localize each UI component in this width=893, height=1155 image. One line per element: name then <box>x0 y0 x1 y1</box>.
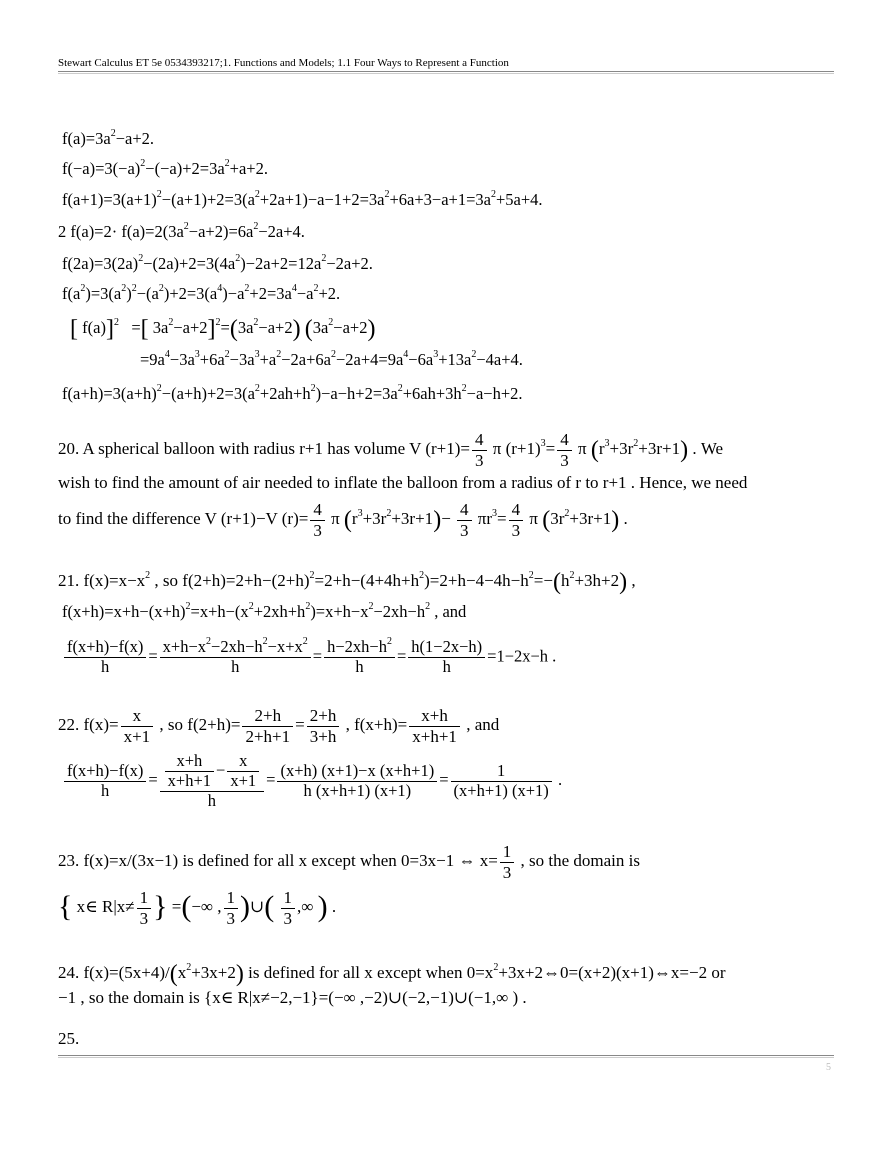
p19-line-4: 2 $f(a)=2\cdot f(a)=2(3a^2-a+2)=6a^2-2a+4$. <box>58 221 305 241</box>
p20-line-1: 20. A spherical balloon with radius r+1 has volume V (r+1)= $\frac{4}{3}$ π $(r+1)^3=$ $\frac{4}{3}$ π $(r^3+3r^2+3r+1)$ . We <box>58 430 724 470</box>
p19-line-5: $f(2a)=3(2a)^2-(2a)+2=3(4a^2)-2a+2=12a^2-2a+2$. <box>62 253 373 273</box>
p20-line-3: to find the difference V (r+1)−V (r)= $\frac{4}{3}$ π $(r^3+3r^2+3r+1)-$ $\frac{4}{3}$ $\pi r^3=$ $\frac{4}{3}$ π $(3r^2+3r+1)$ . <box>58 500 628 540</box>
p24-line-2: −1 , so the domain is {x∈ R|x≠−2,−1}=(−∞ ,−2)∪(−2,−1)∪(−1,∞ ) . <box>58 988 527 1007</box>
p21-line-2: $f(x+h)=x+h-(x+h)^2=x+h-(x^2+2xh+h^2)=x+h-x^2-2xh-h^2$ , and <box>62 601 467 621</box>
footer-rule <box>58 1055 834 1058</box>
p22-line-1: 22. f(x)= $\frac{x}{x+1}$ , so f(2+h)= $\frac{2+h}{2+h+1}$ = $\frac{2+h}{3+h}$ , f(x+h)= $\frac{x+h}{x+h+1}$ , and <box>58 706 500 746</box>
p25-label: 25. <box>58 1029 80 1048</box>
page-number: 5 <box>826 1062 831 1073</box>
p19-line-7: [ f(a)]$^2$ =[ $3a^2-a+2]^2=(3a^2-a+2)$ $(3a^2-a+2)$ <box>70 316 376 342</box>
p19-line-1: $f(a)=3a^2-a+2$. <box>62 128 154 148</box>
p24-line-1: 24. $f(x)=(5x+4)/(x^2+3x+2)$ is defined for all x except when $0=x^2+3x+2\Leftrightarrow 0=(x+2)(x+1)\Leftrightarrow x=-2$ or <box>58 961 726 987</box>
p19-line-2: $f(-a)=3(-a)^2-(-a)+2=3a^2+a+2$. <box>62 158 268 178</box>
p19-line-8: $=9a^4-3a^3+6a^2-3a^3+a^2-2a+6a^2-2a+4=9a^4-6a^3+13a^2-4a+4$. <box>140 349 523 369</box>
p19-line-3: $f(a+1)=3(a+1)^2-(a+1)+2=3(a^2+2a+1)-a-1+2=3a^2+6a+3-a+1=3a^2+5a+4$. <box>62 189 543 209</box>
p21-line-3: $\frac{f(x+h)-f(x)}{h}$ = $\frac{x+h-x^2-2xh-h^2-x+x^2}{h}$ = $\frac{h-2xh-h^2}{h}$ = $\frac{h(1-2x-h)}{h}$ =1−2x−h . <box>62 638 556 677</box>
header-rule <box>58 71 834 74</box>
p21-line-1: 21. $f(x)=x-x^2$ , so $f(2+h)=2+h-(2+h)^2=2+h-(4+4h+h^2)=2+h-4-4h-h^2=-(h^2+3h+2)$ , <box>58 569 636 595</box>
p22-line-2: $\frac{f(x+h)-f(x)}{h}$ = $\frac{x+h}{x+h+1}$ − $\frac{x}{x+1}$ h = $\frac{(x+h) (x+1)-x (x+h+1)}{h (x+h+1) (x+1)}$ = $\frac{1}{(x+h+1) (x+1)}$ . <box>62 752 562 811</box>
p23-line-2: { x∈ R|x≠ $\frac{1}{3}$ } =(−∞ , $\frac{1}{3}$ )∪( $\frac{1}{3}$ ,∞ ) . <box>58 888 337 928</box>
p23-line-1: 23. f(x)=x/(3x−1) is defined for all x except when 0=3x−1 ⇔ x= $\frac{1}{3}$ , so the domain is <box>58 842 640 882</box>
running-header: Stewart Calculus ET 5e 0534393217;1. Functions and Models; 1.1 Four Ways to Represent a Function <box>58 57 509 69</box>
p20-line-2: wish to find the amount of air needed to inflate the balloon from a radius of r to r+1 . Hence, we need <box>58 473 748 492</box>
p19-line-6: $f(a^2)=3(a^2)^2-(a^2)+2=3(a^4)-a^2+2=3a^4-a^2+2$. <box>62 283 341 303</box>
p19-line-9: $f(a+h)=3(a+h)^2-(a+h)+2=3(a^2+2ah+h^2)-a-h+2=3a^2+6ah+3h^2-a-h+2$. <box>62 383 523 403</box>
